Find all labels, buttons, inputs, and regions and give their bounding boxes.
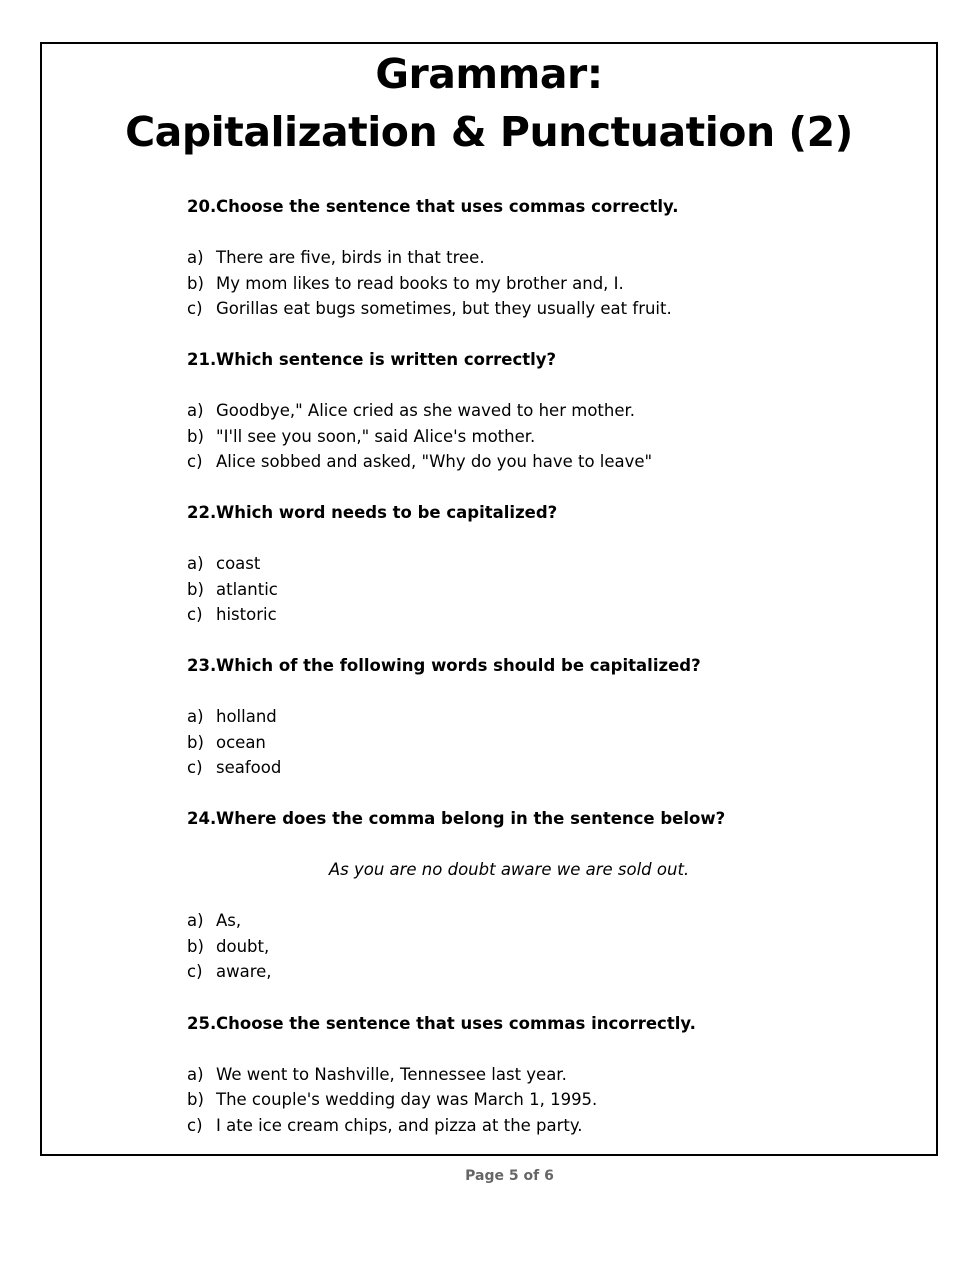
question-prompt: Choose the sentence that uses commas incorrectly. bbox=[216, 1014, 696, 1033]
question-20-option-c[interactable] bbox=[187, 299, 672, 319]
option-text: historic bbox=[216, 605, 277, 624]
question-21-heading bbox=[187, 350, 556, 370]
page-title-line-1: Grammar: bbox=[375, 50, 603, 98]
question-23-heading bbox=[187, 656, 701, 676]
option-text: I ate ice cream chips, and pizza at the party. bbox=[216, 1116, 583, 1135]
question-23-option-b[interactable] bbox=[187, 733, 266, 753]
question-20-option-b[interactable] bbox=[187, 274, 624, 294]
question-number: 24. bbox=[187, 809, 217, 828]
option-text: coast bbox=[216, 554, 261, 573]
question-prompt: Choose the sentence that uses commas correctly. bbox=[216, 197, 679, 216]
option-letter: c) bbox=[187, 962, 203, 981]
option-letter: c) bbox=[187, 452, 203, 471]
question-22-option-a[interactable] bbox=[187, 554, 260, 574]
question-24-option-a[interactable] bbox=[187, 911, 241, 931]
question-number: 23. bbox=[187, 656, 217, 675]
question-24-heading bbox=[187, 809, 725, 829]
option-text: ocean bbox=[216, 733, 266, 752]
question-number: 20. bbox=[187, 197, 217, 216]
option-text: As, bbox=[216, 911, 242, 930]
question-25-option-c[interactable] bbox=[187, 1116, 583, 1136]
question-prompt: Which word needs to be capitalized? bbox=[216, 503, 558, 522]
option-letter: a) bbox=[187, 401, 204, 420]
question-23-option-c[interactable] bbox=[187, 758, 281, 778]
option-letter: b) bbox=[187, 733, 204, 752]
question-23-option-a[interactable] bbox=[187, 707, 277, 727]
option-letter: a) bbox=[187, 911, 204, 930]
option-text: holland bbox=[216, 707, 277, 726]
option-text: My mom likes to read books to my brother and, I. bbox=[216, 274, 624, 293]
option-text: "I'll see you soon," said Alice's mother. bbox=[216, 427, 536, 446]
option-text: Alice sobbed and asked, "Why do you have to leave" bbox=[216, 452, 653, 471]
question-24-option-c[interactable] bbox=[187, 962, 272, 982]
option-letter: a) bbox=[187, 554, 204, 573]
option-text: doubt, bbox=[216, 937, 270, 956]
option-text: We went to Nashville, Tennessee last year. bbox=[216, 1065, 567, 1084]
question-25-heading bbox=[187, 1014, 696, 1034]
question-21-option-b[interactable] bbox=[187, 427, 535, 447]
question-number: 21. bbox=[187, 350, 217, 369]
option-text: Goodbye," Alice cried as she waved to her mother. bbox=[216, 401, 636, 420]
option-text: There are five, birds in that tree. bbox=[216, 248, 485, 267]
option-letter: a) bbox=[187, 248, 204, 267]
option-text: aware, bbox=[216, 962, 272, 981]
question-number: 22. bbox=[187, 503, 217, 522]
question-22-option-b[interactable] bbox=[187, 580, 278, 600]
option-letter: c) bbox=[187, 605, 203, 624]
question-prompt: Which of the following words should be capitalized? bbox=[216, 656, 701, 675]
question-20-option-a[interactable] bbox=[187, 248, 485, 268]
question-20-heading bbox=[187, 197, 679, 217]
question-22-heading bbox=[187, 503, 557, 523]
option-letter: b) bbox=[187, 427, 204, 446]
question-25-option-a[interactable] bbox=[187, 1065, 567, 1085]
question-25-option-b[interactable] bbox=[187, 1090, 597, 1110]
option-text: The couple's wedding day was March 1, 1995. bbox=[216, 1090, 598, 1109]
page-title-line-2: Capitalization & Punctuation (2) bbox=[125, 108, 853, 156]
option-letter: b) bbox=[187, 1090, 204, 1109]
option-letter: a) bbox=[187, 1065, 204, 1084]
option-letter: c) bbox=[187, 1116, 203, 1135]
option-letter: a) bbox=[187, 707, 204, 726]
option-text: Gorillas eat bugs sometimes, but they usually eat fruit. bbox=[216, 299, 672, 318]
option-letter: b) bbox=[187, 274, 204, 293]
option-letter: c) bbox=[187, 758, 203, 777]
option-letter: b) bbox=[187, 580, 204, 599]
page-number-footer: Page 5 of 6 bbox=[465, 1168, 554, 1184]
question-24-example-sentence: As you are no doubt aware we are sold out. bbox=[328, 860, 690, 879]
question-21-option-c[interactable] bbox=[187, 452, 652, 472]
question-prompt: Which sentence is written correctly? bbox=[216, 350, 557, 369]
question-number: 25. bbox=[187, 1014, 217, 1033]
question-24-option-b[interactable] bbox=[187, 937, 269, 957]
option-text: seafood bbox=[216, 758, 282, 777]
option-letter: b) bbox=[187, 937, 204, 956]
question-prompt: Where does the comma belong in the sentence below? bbox=[216, 809, 726, 828]
question-21-option-a[interactable] bbox=[187, 401, 635, 421]
worksheet-frame bbox=[40, 42, 938, 1156]
option-letter: c) bbox=[187, 299, 203, 318]
question-22-option-c[interactable] bbox=[187, 605, 277, 625]
option-text: atlantic bbox=[216, 580, 278, 599]
